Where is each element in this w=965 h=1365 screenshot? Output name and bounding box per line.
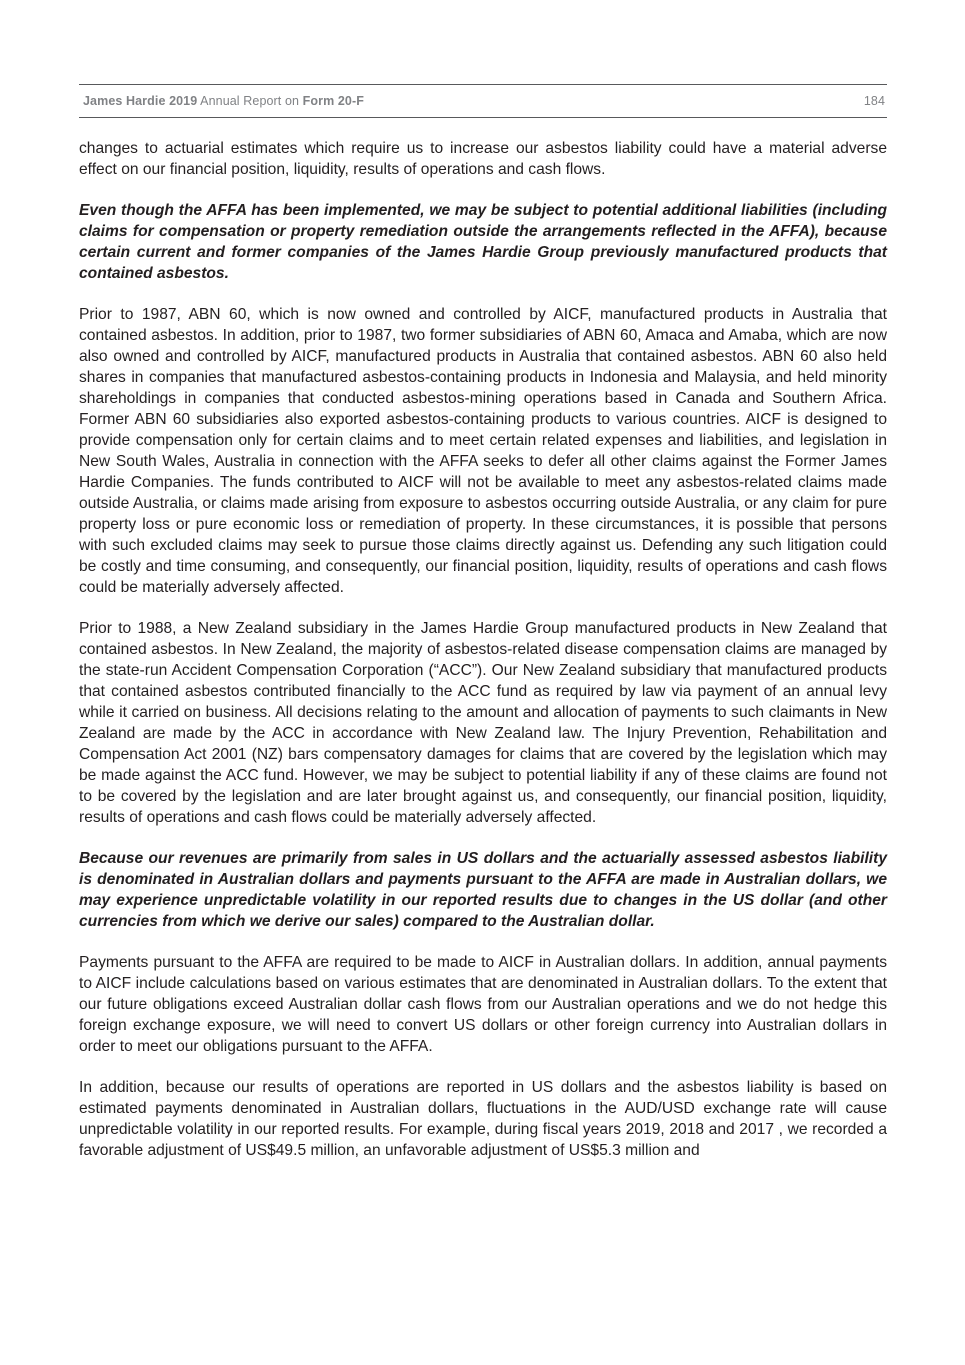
risk-heading-currency-volatility: Because our revenues are primarily from sales in US dollars and the actuarially assessed asbestos liability is denominated in Australian dollars and payments pursuant to the AFFA are made in Australian dollars, we may experience unpredictable volatility in our reported results due to changes in the US dollar (and other currencies from which we derive our sales) compared to the Australian dollar. — [79, 850, 887, 930]
report-title-company: James Hardie 2019 — [83, 94, 198, 108]
header-bottom-rule — [79, 117, 887, 118]
risk-heading-affa-liabilities: Even though the AFFA has been implemented, we may be subject to potential additional liabilities (including claims for compensation or property remediation outside the arrangements reflected in the AFFA), because certain current and former companies of the James Hardie Group previously manufactured products that contained asbestos. — [79, 202, 887, 282]
page-header — [79, 85, 887, 117]
page-number: 184 — [863, 94, 885, 108]
report-title-middle: Annual Report on — [197, 94, 303, 108]
report-title-form: Form 20-F — [302, 94, 364, 108]
document-body — [79, 138, 887, 1161]
report-title — [83, 94, 364, 108]
paragraph-affa-payments: Payments pursuant to the AFFA are required to be made to AICF in Australian dollars. In addition, annual payments to AICF include calculations based on various estimates that are denominated in Australian dollars. To the extent that our future obligations exceed Australian dollar cash flows from our Australian operations and we do not hedge this foreign exchange exposure, we will need to convert US dollars or other foreign currency into Australian dollars in order to meet our obligations pursuant to the AFFA. — [79, 954, 887, 1055]
paragraph-new-zealand: Prior to 1988, a New Zealand subsidiary in the James Hardie Group manufactured products in New Zealand that contained asbestos. In New Zealand, the majority of asbestos-related disease compensation claims are managed by the state-run Accident Compensation Corporation (“ACC”). Our New Zealand subsidiary that manufactured products that contained asbestos contributed financially to the ACC fund as required by law via payment of an annual levy while it carried on business. All decisions relating to the amount and allocation of payments to such claimants in New Zealand are made by the ACC in accordance with New Zealand law. The Injury Prevention, Rehabilitation and Compensation Act 2001 (NZ) bars compensatory damages for claims that are covered by the legislation which may be made against the ACC fund. However, we may be subject to potential liability if any of these claims are found not to be covered by the legislation and are later brought against us, and consequently, our financial position, liquidity, results of operations and cash flows could be materially adversely affected. — [79, 620, 887, 826]
paragraph-exchange-rate: In addition, because our results of operations are reported in US dollars and the asbestos liability is based on estimated payments denominated in Australian dollars, fluctuations in the AUD/USD exchange rate will cause unpredictable volatility in our reported results. For example, during fiscal years 2019, 2018 and 2017 , we recorded a favorable adjustment of US$49.5 million, an unfavorable adjustment of US$5.3 million and — [79, 1079, 887, 1159]
paragraph-actuarial-estimates: changes to actuarial estimates which require us to increase our asbestos liability could have a material adverse effect on our financial position, liquidity, results of operations and cash flows. — [79, 140, 887, 178]
paragraph-abn60-history: Prior to 1987, ABN 60, which is now owned and controlled by AICF, manufactured products in Australia that contained asbestos. In addition, prior to 1987, two former subsidiaries of ABN 60, Amaca and Amaba, which are now also owned and controlled by AICF, manufactured products in Australia that contained asbestos. ABN 60 also held shares in companies that manufactured asbestos-containing products in Indonesia and Malaysia, and held minority shareholdings in companies that conducted asbestos-mining operations based in Canada and Southern Africa. Former ABN 60 subsidiaries also exported asbestos-containing products to various countries. AICF is designed to provide compensation only for certain claims and to meet certain related expenses and liabilities, and legislation in New South Wales, Australia in connection with the AFFA seeks to defer all other claims against the Former James Hardie Companies. The funds contributed to AICF will not be available to meet any asbestos-related claims made outside Australia, or claims made arising from exposure to asbestos occurring outside Australia, or any claim for pure property loss or pure economic loss or remediation of property. In these circumstances, it is possible that persons with such excluded claims may seek to pursue those claims directly against us. Defending any such litigation could be costly and time consuming, and consequently, our financial position, liquidity, results of operations and cash flows could be materially adversely affected. — [79, 306, 887, 596]
